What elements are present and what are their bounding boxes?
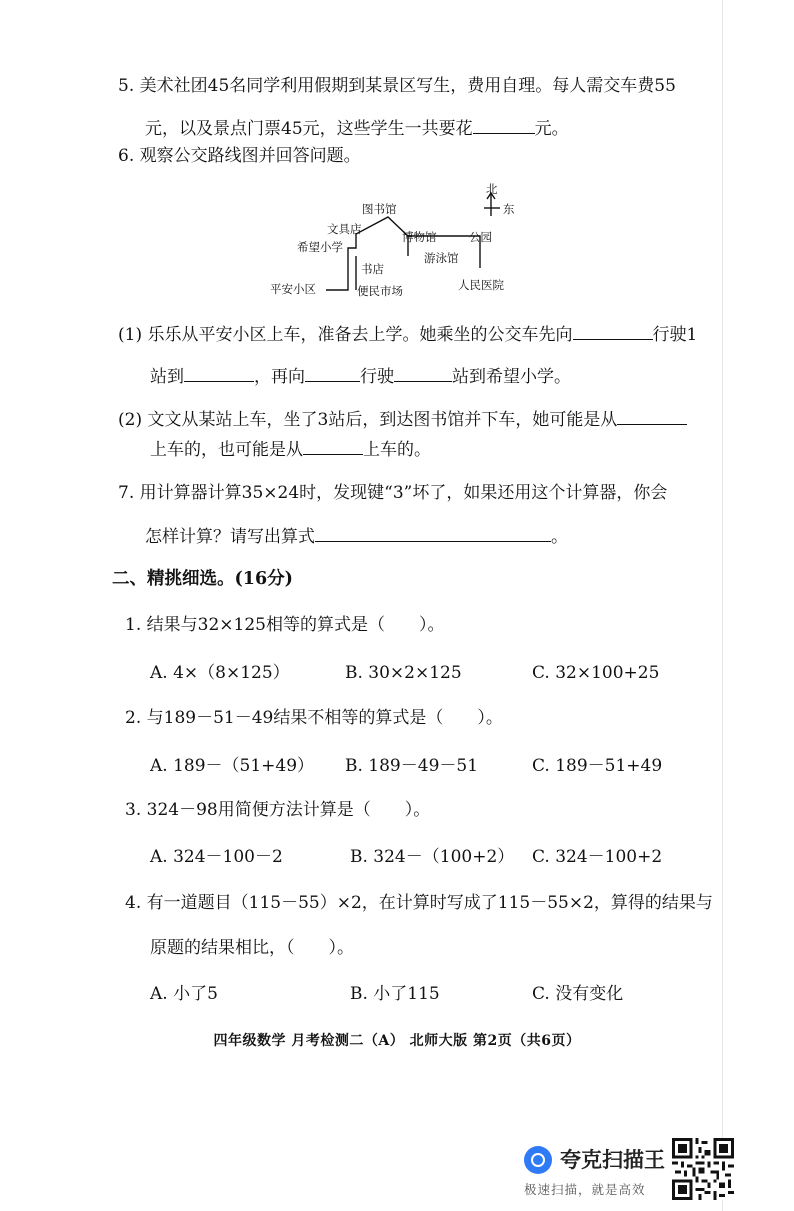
q6-sub2-blank-2[interactable] (303, 438, 363, 455)
q7-formula-blank[interactable] (315, 525, 551, 542)
stop-museum: 博物馆 (402, 230, 437, 244)
q5-number: 5. (118, 76, 135, 96)
stop-pool: 游泳馆 (424, 251, 459, 265)
q6-sub1-text-f: 站到希望小学。 (452, 367, 571, 387)
q7-text-c: 。 (551, 527, 568, 547)
watermark-title: 夸克扫描王 (560, 1148, 665, 1172)
mc4-option-c[interactable]: C. 没有变化 (532, 984, 624, 1004)
q6-sub1-text-b: 行驶1 (652, 325, 698, 345)
q5-line2 (145, 117, 569, 140)
mc1-option-b[interactable]: B. 30×2×125 (345, 663, 462, 683)
q6-text: 观察公交路线图并回答问题。 (139, 146, 361, 166)
stop-community: 平安小区 (270, 282, 316, 296)
q6-sub1-text-e: 行驶 (360, 367, 394, 387)
mc2-option-b[interactable]: B. 189－49－51 (345, 756, 479, 776)
q5-unit: 元。 (534, 119, 569, 139)
q6-sub2-text-c: 上车的。 (363, 440, 431, 460)
q6-sub1-text-d: ，再向 (254, 367, 305, 387)
stop-stationery: 文具店 (327, 222, 362, 236)
mc4-stem: 有一道题目（115－55）×2，在计算时写成了115－55×2，算得的结果与 (146, 893, 713, 913)
q5-answer-blank[interactable] (473, 117, 535, 134)
page-footer: 四年级数学 月考检测二（A） 北师大版 第2页（共6页） (213, 1033, 581, 1049)
q7-text-b: 怎样计算？请写出算式 (145, 527, 315, 547)
mc4-option-b[interactable]: B. 小了115 (350, 984, 440, 1004)
q5-text: 美术社团45名同学利用假期到某景区写生，费用自理。每人需交车费55 (139, 76, 676, 96)
mc2-number: 2. (125, 708, 142, 728)
mc4-stem-line1 (125, 892, 713, 914)
compass-east-label: 东 (503, 202, 515, 216)
mc4-stem-line2: 原题的结果相比，（ ）。 (150, 938, 354, 958)
q6-sub2-text-b: 上车的，也可能是从 (150, 440, 303, 460)
q7-number: 7. (118, 483, 135, 503)
qr-code-icon (672, 1138, 734, 1200)
mc3-option-b[interactable]: B. 324－（100+2） (350, 847, 515, 867)
mc1-stem-line (125, 614, 444, 636)
stop-bookstore: 书店 (361, 262, 384, 276)
mc4-option-a[interactable]: A. 小了5 (150, 984, 218, 1004)
scanner-watermark (520, 1138, 790, 1208)
q6-sub1-line1 (118, 323, 697, 346)
stop-school: 希望小学 (297, 240, 343, 254)
q6-sub1-blank-stop[interactable] (184, 365, 254, 382)
mc2-option-a[interactable]: A. 189－（51+49） (150, 756, 315, 776)
stop-hospital: 人民医院 (458, 278, 504, 292)
compass (484, 193, 500, 216)
mc1-option-c[interactable]: C. 32×100+25 (532, 663, 660, 683)
q6-sub1-text: 乐乐从平安小区上车，准备去上学。她乘坐的公交车先向 (147, 325, 573, 345)
mc2-stem: 与189－51－49结果不相等的算式是（ ）。 (146, 708, 503, 728)
mc2-option-c[interactable]: C. 189－51+49 (532, 756, 663, 776)
q6-sub2-text: 文文从某站上车，坐了3站后，到达图书馆并下车，她可能是从 (147, 410, 618, 430)
section2-title: 二、精挑细选。(16分) (112, 569, 293, 589)
mc3-option-a[interactable]: A. 324－100－2 (150, 847, 283, 867)
scanner-logo-icon (524, 1146, 552, 1174)
bus-route-map (262, 178, 532, 303)
stop-park: 公园 (469, 230, 492, 244)
q6-sub1-line2 (150, 365, 571, 388)
q7-text: 用计算器计算35×24时，发现键“3”坏了，如果还用这个计算器，你会 (139, 483, 668, 503)
mc3-number: 3. (125, 800, 142, 820)
q6-sub1-blank-direction2[interactable] (305, 365, 360, 382)
q5-line1 (118, 75, 676, 97)
watermark-subtitle: 极速扫描，就是高效 (524, 1182, 646, 1197)
q5-text-2: 元，以及景点门票45元，这些学生一共要花 (145, 119, 473, 139)
q7-line1 (118, 482, 667, 504)
q6-sub1-blank-count[interactable] (394, 365, 452, 382)
mc3-stem-line (125, 799, 430, 821)
q6-line (118, 145, 361, 167)
stop-library: 图书馆 (362, 202, 397, 216)
stop-market: 便民市场 (357, 284, 403, 298)
mc1-option-a[interactable]: A. 4×（8×125） (150, 663, 290, 683)
mc4-number: 4. (125, 893, 142, 913)
mc3-stem: 324－98用简便方法计算是（ ）。 (146, 800, 431, 820)
q6-sub2-line2 (150, 438, 431, 461)
mc1-number: 1. (125, 615, 142, 635)
mc3-option-c[interactable]: C. 324－100+2 (532, 847, 663, 867)
mc2-stem-line (125, 707, 503, 729)
mc1-stem: 结果与32×125相等的算式是（ ）。 (146, 615, 445, 635)
q6-sub2-number: (2) (118, 410, 143, 430)
q6-sub1-blank-direction1[interactable] (573, 323, 653, 340)
q7-line2 (145, 525, 568, 548)
q6-sub1-number: (1) (118, 325, 143, 345)
q6-number: 6. (118, 146, 135, 166)
q6-sub2-blank-1[interactable] (617, 408, 687, 425)
compass-north-label: 北 (486, 182, 498, 196)
q6-sub1-text-c: 站到 (150, 367, 184, 387)
q6-sub2-line1 (118, 408, 687, 431)
